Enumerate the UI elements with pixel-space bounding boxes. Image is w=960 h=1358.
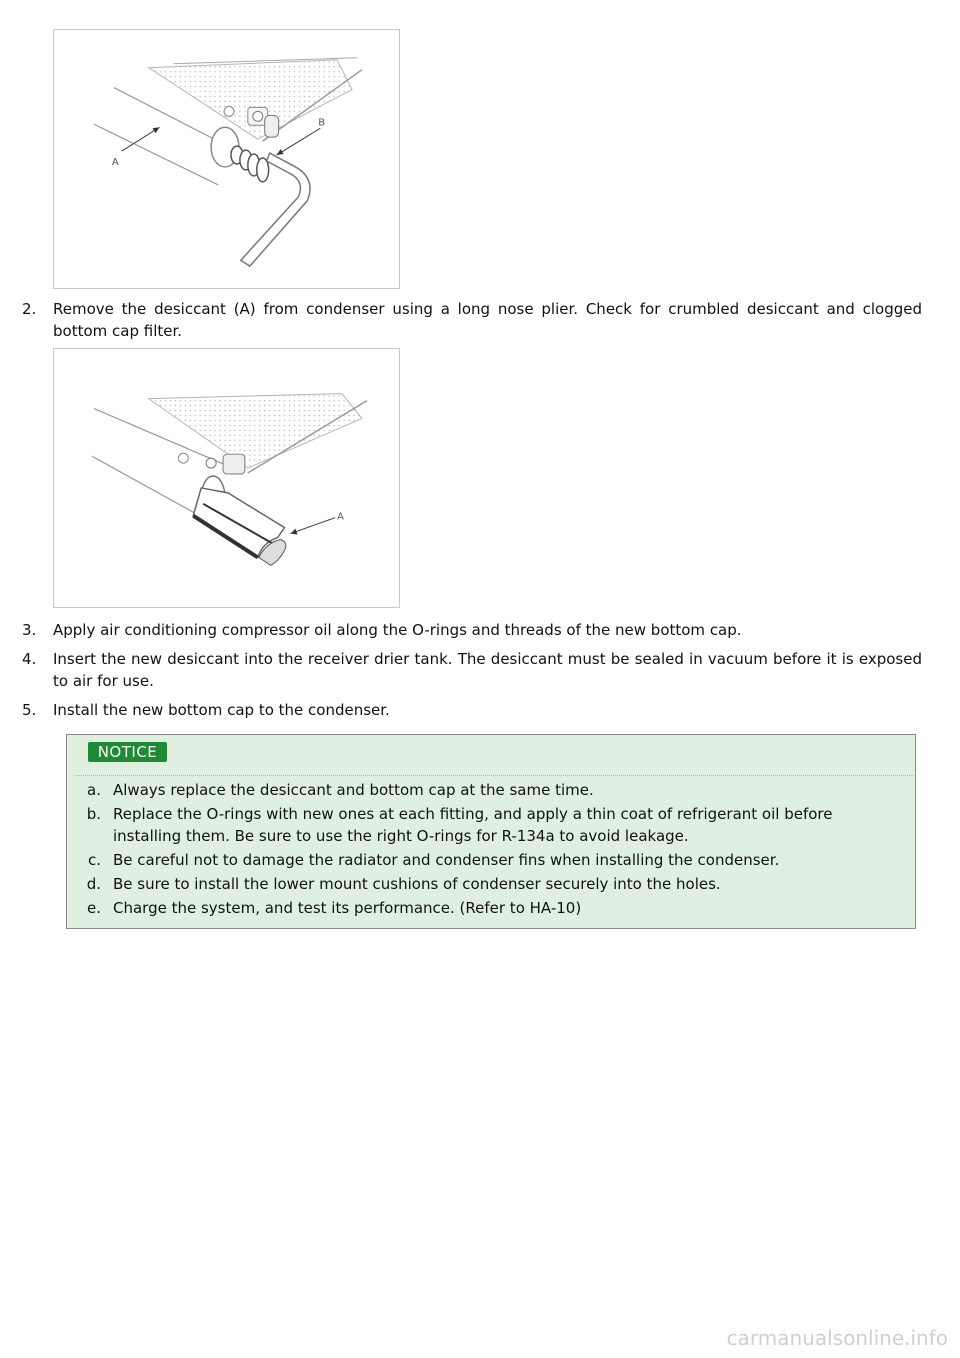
callout-a: A	[337, 511, 344, 523]
step-text: Insert the new desiccant into the receiver drier tank. The desiccant must be sealed in vacuum before it is exposed to air for use.	[53, 650, 922, 690]
desiccant-illustration	[54, 349, 399, 607]
figure-desiccant-cap-removal	[53, 29, 400, 289]
callout-a: A	[111, 156, 119, 168]
notice-item	[79, 849, 899, 871]
step-number: 2.	[22, 300, 37, 318]
step-text: Install the new bottom cap to the condenser.	[53, 701, 390, 719]
notice-item-text: Replace the O-rings with new ones at each fitting, and apply a thin coat of refrigerant oil before installing them. Be sure to use the right O-rings for R-134a to avoid leakage.	[113, 805, 833, 845]
notice-item-letter: c.	[87, 851, 101, 869]
notice-item-letter: d.	[86, 875, 101, 893]
notice-list	[79, 779, 899, 921]
notice-item-text: Be careful not to damage the radiator and condenser fins when installing the condenser.	[113, 851, 780, 869]
notice-item	[79, 779, 899, 801]
callout-b: B	[318, 117, 326, 129]
step-3	[22, 619, 922, 641]
watermark-link[interactable]: carmanualsonline.info	[726, 1326, 948, 1350]
notice-item	[79, 873, 899, 895]
step-text: Apply air conditioning compressor oil along the O-rings and threads of the new bottom cap.	[53, 621, 742, 639]
notice-item-letter: e.	[87, 899, 101, 917]
notice-item-letter: a.	[87, 781, 101, 799]
step-number: 3.	[22, 621, 37, 639]
step-4	[22, 648, 922, 692]
notice-divider	[75, 775, 914, 776]
notice-item	[79, 897, 899, 919]
step-number: 5.	[22, 701, 37, 719]
step-text: Remove the desiccant (A) from condenser using a long nose plier. Check for crumbled desiccant and clogged bottom cap filter.	[53, 300, 922, 340]
notice-badge: NOTICE	[88, 742, 167, 762]
notice-item-letter: b.	[86, 805, 101, 823]
notice-item-text: Charge the system, and test its performance. (Refer to HA-10)	[113, 899, 582, 917]
step-5	[22, 699, 922, 721]
notice-item	[79, 803, 899, 847]
notice-box	[66, 734, 916, 929]
figure-desiccant-removed	[53, 348, 400, 608]
notice-item-text: Always replace the desiccant and bottom cap at the same time.	[113, 781, 594, 799]
step-number: 4.	[22, 650, 37, 668]
condenser-cap-illustration	[54, 30, 399, 288]
notice-item-text: Be sure to install the lower mount cushions of condenser securely into the holes.	[113, 875, 721, 893]
step-2	[22, 298, 922, 342]
